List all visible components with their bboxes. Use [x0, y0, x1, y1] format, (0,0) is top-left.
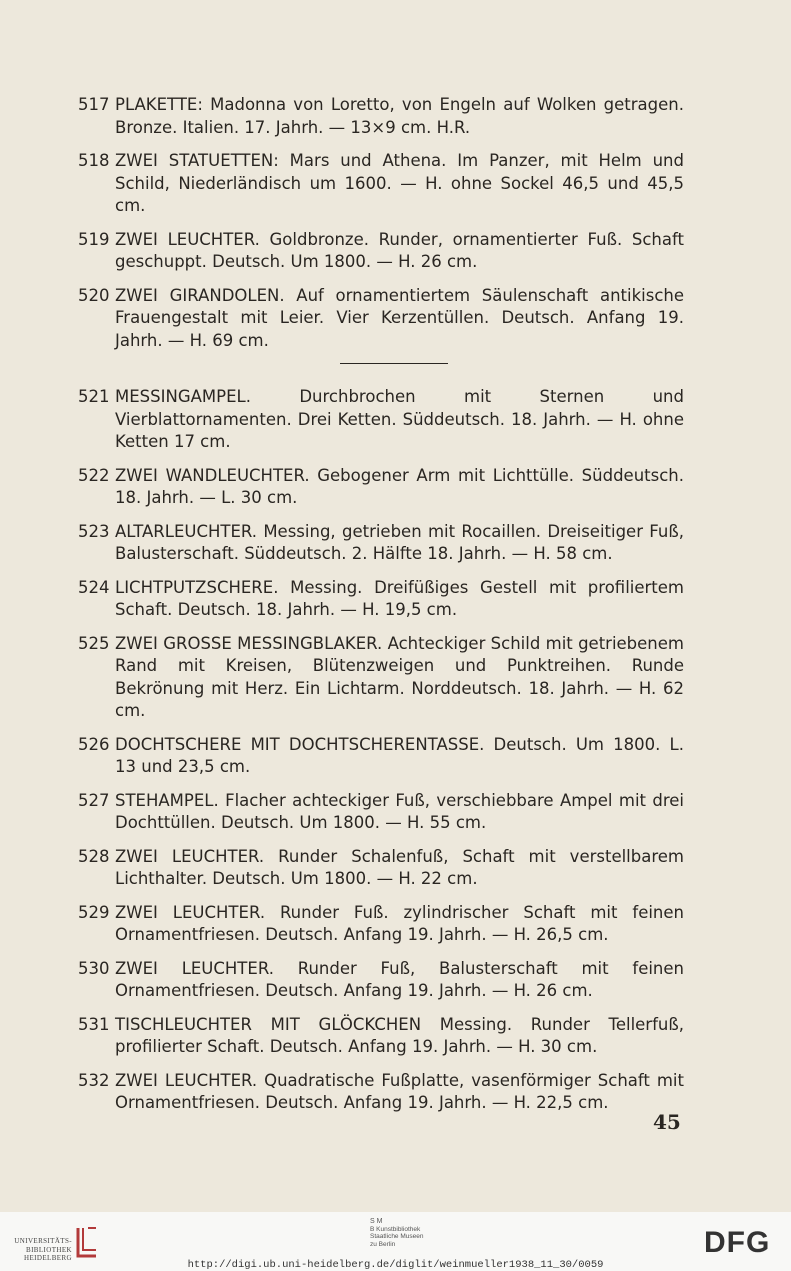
entry-number: 529	[78, 902, 110, 922]
entry-number: 526	[78, 734, 110, 754]
entry-number: 522	[78, 465, 110, 485]
entry-number: 524	[78, 577, 110, 597]
catalog-entries	[78, 94, 684, 1126]
kunstbibliothek-logo[interactable]	[370, 1218, 450, 1248]
entry-text: ZWEI STATUETTEN: Mars und Athena. Im Panzer, mit Helm und Schild, Niederländisch um 1600. — H. ohne Sockel 46,5 und 45,5 cm.	[115, 151, 684, 215]
entry-text: ZWEI WANDLEUCHTER. Gebogener Arm mit Lichttülle. Süddeutsch. 18. Jahrh. — L. 30 cm.	[115, 465, 684, 507]
entry-text: PLAKETTE: Madonna von Loretto, von Engeln auf Wolken getragen. Bronze. Italien. 17. Jahrh. — 13×9 cm. H.R.	[115, 95, 684, 137]
entry-text: ZWEI LEUCHTER. Runder Fuß, Balusterschaft mit feinen Ornamentfriesen. Deutsch. Anfang 19. Jahrh. — H. 26 cm.	[115, 958, 684, 1000]
entry-number: 520	[78, 285, 110, 305]
entry-number: 528	[78, 846, 110, 866]
entry-number: 527	[78, 790, 110, 810]
heidelberg-library-mark-icon	[74, 1224, 100, 1260]
entry-number: 517	[78, 95, 110, 114]
center-logo-line-4: zu Berlin	[370, 1240, 396, 1248]
university-line-1: UNIVERSITÄTS-	[14, 1237, 72, 1245]
catalog-entry	[78, 846, 684, 891]
dfg-logo[interactable]: DFG	[704, 1226, 771, 1259]
entry-text: ZWEI LEUCHTER. Runder Schalenfuß, Schaft mit verstellbarem Lichthalter. Deutsch. Um 1800. — H. 22 cm.	[115, 846, 684, 888]
catalog-entry	[78, 94, 684, 139]
catalog-entry	[78, 1014, 684, 1059]
university-line-2: BIBLIOTHEK	[26, 1245, 72, 1254]
catalog-entry	[78, 229, 684, 274]
entry-number: 521	[78, 387, 110, 406]
entry-number: 523	[78, 521, 110, 541]
entry-text: DOCHTSCHERE MIT DOCHTSCHERENTASSE. Deutsch. Um 1800. L. 13 und 23,5 cm.	[115, 734, 684, 776]
university-library-logo[interactable]	[10, 1224, 100, 1260]
university-line-3: HEIDELBERG	[24, 1254, 72, 1262]
entry-text: LICHTPUTZSCHERE. Messing. Dreifüßiges Gestell mit profiliertem Schaft. Deutsch. 18. Jahrh. — H. 19,5 cm.	[115, 577, 684, 619]
center-logo-line-3: Staatliche Museen	[370, 1233, 424, 1240]
entry-number: 530	[78, 958, 110, 978]
catalog-entry	[78, 465, 684, 510]
entry-text: ALTARLEUCHTER. Messing, getrieben mit Rocaillen. Dreiseitiger Fuß, Balusterschaft. Süddeutsch. 2. Hälfte 18. Jahrh. — H. 58 cm.	[115, 521, 684, 563]
entry-text: ZWEI GIRANDOLEN. Auf ornamentiertem Säulenschaft antikische Frauengestalt mit Leier. Vier Kerzentüllen. Deutsch. Anfang 19. Jahrh. — H. 69 cm.	[115, 285, 684, 350]
entry-text: ZWEI GROSSE MESSINGBLAKER. Achteckiger Schild mit getriebenem Rand mit Kreisen, Blütenzweigen und Punktreihen. Runde Bekrönung mit Herz. Ein Lichtarm. Norddeutsch. 18. Jahrh. — H. 62 cm.	[115, 633, 684, 720]
catalog-entry	[78, 902, 684, 947]
catalog-entry	[78, 521, 684, 566]
catalog-entry	[78, 386, 684, 454]
entry-text: MESSINGAMPEL. Durchbrochen mit Sternen und Vierblattornamenten. Drei Ketten. Süddeutsch. 18. Jahrh. — H. ohne Ketten 17 cm.	[115, 387, 684, 451]
entry-text: TISCHLEUCHTER MIT GLÖCKCHEN Messing. Runder Tellerfuß, profilierter Schaft. Deutsch. Anfang 19. Jahrh. — H. 30 cm.	[115, 1014, 684, 1056]
catalog-entry	[78, 790, 684, 835]
page-number: 45	[653, 1110, 681, 1134]
catalog-entry	[78, 633, 684, 723]
entry-group-b	[78, 386, 684, 1115]
entry-number: 531	[78, 1014, 110, 1034]
catalog-entry	[78, 577, 684, 622]
entry-text: STEHAMPEL. Flacher achteckiger Fuß, verschiebbare Ampel mit drei Dochttüllen. Deutsch. Um 1800. — H. 55 cm.	[115, 790, 684, 832]
entry-number: 518	[78, 151, 110, 170]
catalog-entry	[78, 150, 684, 218]
entry-number: 525	[78, 633, 110, 653]
center-logo-line-1: S M	[370, 1218, 383, 1225]
entry-number: 532	[78, 1070, 110, 1090]
catalog-entry	[78, 958, 684, 1003]
catalog-entry	[78, 1070, 684, 1115]
entry-number: 519	[78, 229, 110, 249]
source-url[interactable]: http://digi.ub.uni-heidelberg.de/diglit/weinmueller1938_11_30/0059	[187, 1259, 604, 1271]
section-divider	[340, 363, 448, 364]
entry-group-a	[78, 94, 684, 352]
entry-text: ZWEI LEUCHTER. Runder Fuß. zylindrischer Schaft mit feinen Ornamentfriesen. Deutsch. Anfang 19. Jahrh. — H. 26,5 cm.	[115, 902, 684, 944]
center-logo-line-2: B Kunstbibliothek	[370, 1225, 421, 1233]
entry-text: ZWEI LEUCHTER. Goldbronze. Runder, ornamentierter Fuß. Schaft geschuppt. Deutsch. Um 1800. — H. 26 cm.	[115, 229, 684, 271]
catalog-entry	[78, 734, 684, 779]
catalog-entry	[78, 285, 684, 353]
digitization-footer	[0, 1212, 791, 1271]
entry-text: ZWEI LEUCHTER. Quadratische Fußplatte, vasenförmiger Schaft mit Ornamentfriesen. Deutsch. Anfang 19. Jahrh. — H. 22,5 cm.	[115, 1070, 684, 1112]
